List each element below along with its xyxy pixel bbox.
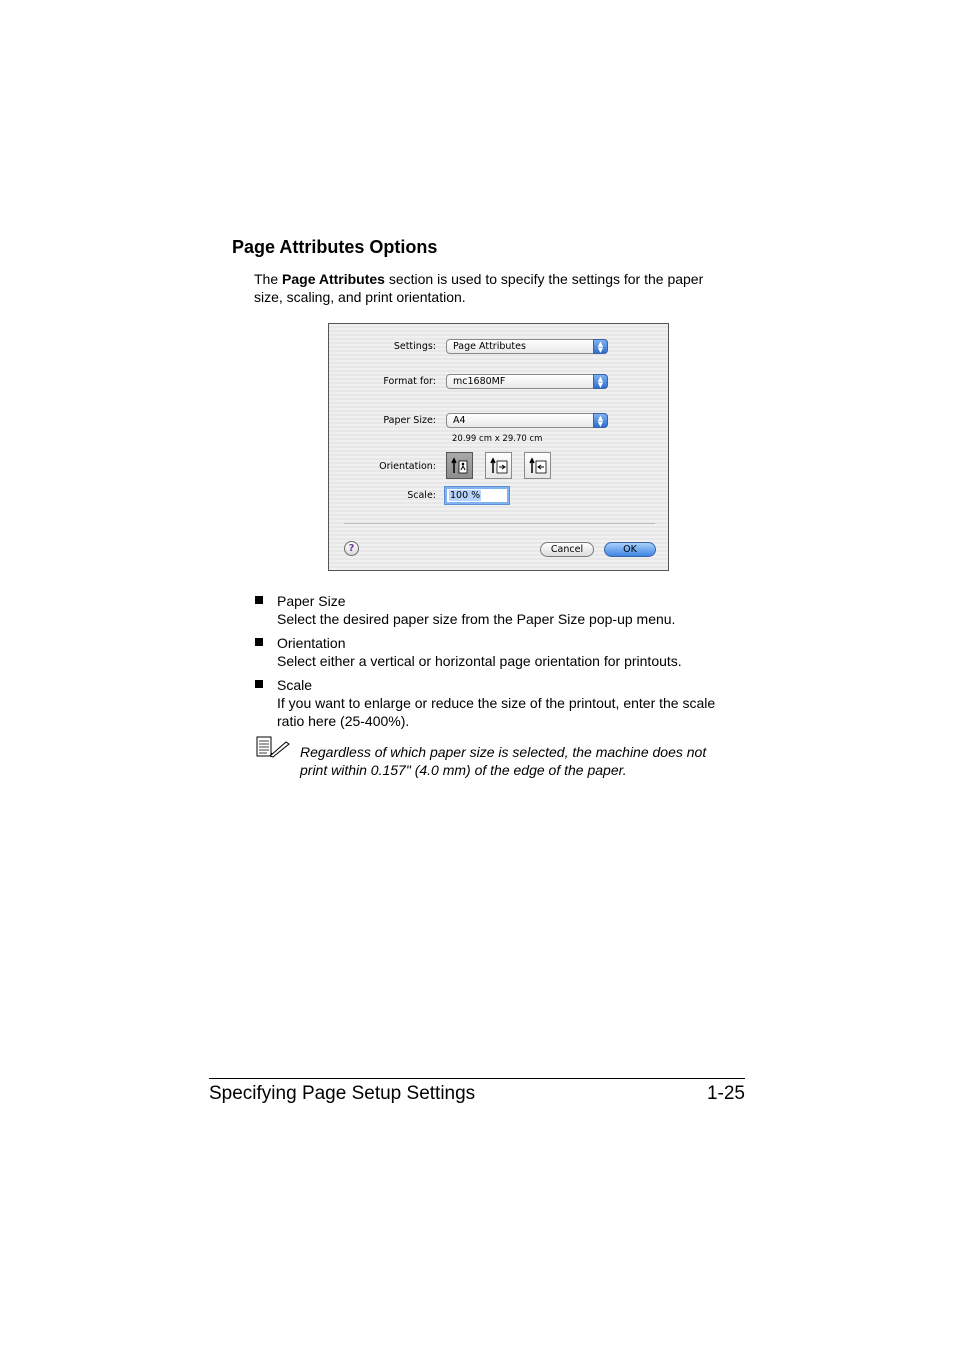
- orientation-label: Orientation:: [379, 461, 436, 472]
- settings-popup-value: Page Attributes: [453, 341, 526, 352]
- bullet-title: Scale: [277, 677, 313, 693]
- note-text: Regardless of which paper size is selected, the machine does not print within 0.157" (4.0 mm) of the edge of the paper.: [300, 744, 707, 778]
- scale-label: Scale:: [407, 490, 436, 501]
- bullet-title: Orientation: [277, 635, 346, 651]
- paper-size-popup-value: A4: [453, 415, 466, 426]
- square-bullet-icon: [255, 638, 263, 646]
- popup-arrows-icon: ▲ ▼: [593, 413, 608, 428]
- intro-paragraph: [254, 270, 734, 306]
- note-pencil-icon: [256, 736, 290, 763]
- square-bullet-icon: [255, 680, 263, 688]
- paper-size-label: Paper Size:: [383, 415, 436, 426]
- bullet-title: Paper Size: [277, 593, 346, 609]
- bullet-text: Select either a vertical or horizontal page orientation for printouts.: [277, 653, 682, 669]
- settings-label: Settings:: [393, 341, 436, 352]
- popup-arrows-icon: ▲ ▼: [593, 374, 608, 389]
- footer-rule: [209, 1078, 745, 1079]
- landscape-left-orientation-icon: [489, 456, 509, 476]
- footer-section-title: Specifying Page Setup Settings: [209, 1083, 476, 1104]
- list-item: [254, 634, 734, 670]
- paper-dimensions: 20.99 cm x 29.70 cm: [452, 434, 543, 444]
- scale-input[interactable]: [445, 487, 509, 504]
- cancel-button[interactable]: Cancel: [540, 542, 594, 557]
- page-setup-dialog: [328, 323, 669, 571]
- intro-text-bold: Page Attributes: [282, 271, 385, 287]
- bullet-text: Select the desired paper size from the Paper Size pop-up menu.: [277, 611, 676, 627]
- scale-input-value: 100 %: [450, 490, 481, 501]
- format-for-label: Format for:: [383, 376, 436, 387]
- ok-button[interactable]: OK: [604, 542, 656, 557]
- intro-text-pre: The: [254, 271, 283, 287]
- bullet-list: [254, 592, 734, 736]
- section-heading: Page Attributes Options: [232, 237, 438, 257]
- orientation-landscape-right-button[interactable]: [524, 452, 551, 479]
- orientation-landscape-left-button[interactable]: [485, 452, 512, 479]
- orientation-portrait-button[interactable]: [446, 452, 473, 479]
- portrait-orientation-icon: [450, 456, 470, 476]
- page-number: 1-25: [706, 1083, 745, 1104]
- format-for-popup-value: mc1680MF: [453, 376, 506, 387]
- popup-arrows-icon: ▲ ▼: [593, 339, 608, 354]
- intro-text-post: section is used to specify the settings for the paper size, scaling, and print orientation.: [254, 271, 704, 305]
- paper-size-popup[interactable]: [446, 413, 608, 428]
- format-for-popup[interactable]: [446, 374, 608, 389]
- settings-popup[interactable]: [446, 339, 608, 354]
- bullet-text: If you want to enlarge or reduce the size of the printout, enter the scale ratio here (25-400%).: [277, 695, 716, 729]
- list-item: [254, 676, 734, 730]
- square-bullet-icon: [255, 596, 263, 604]
- list-item: [254, 592, 734, 628]
- help-icon[interactable]: ?: [344, 541, 359, 556]
- dialog-divider: [344, 523, 655, 524]
- landscape-right-orientation-icon: [528, 456, 548, 476]
